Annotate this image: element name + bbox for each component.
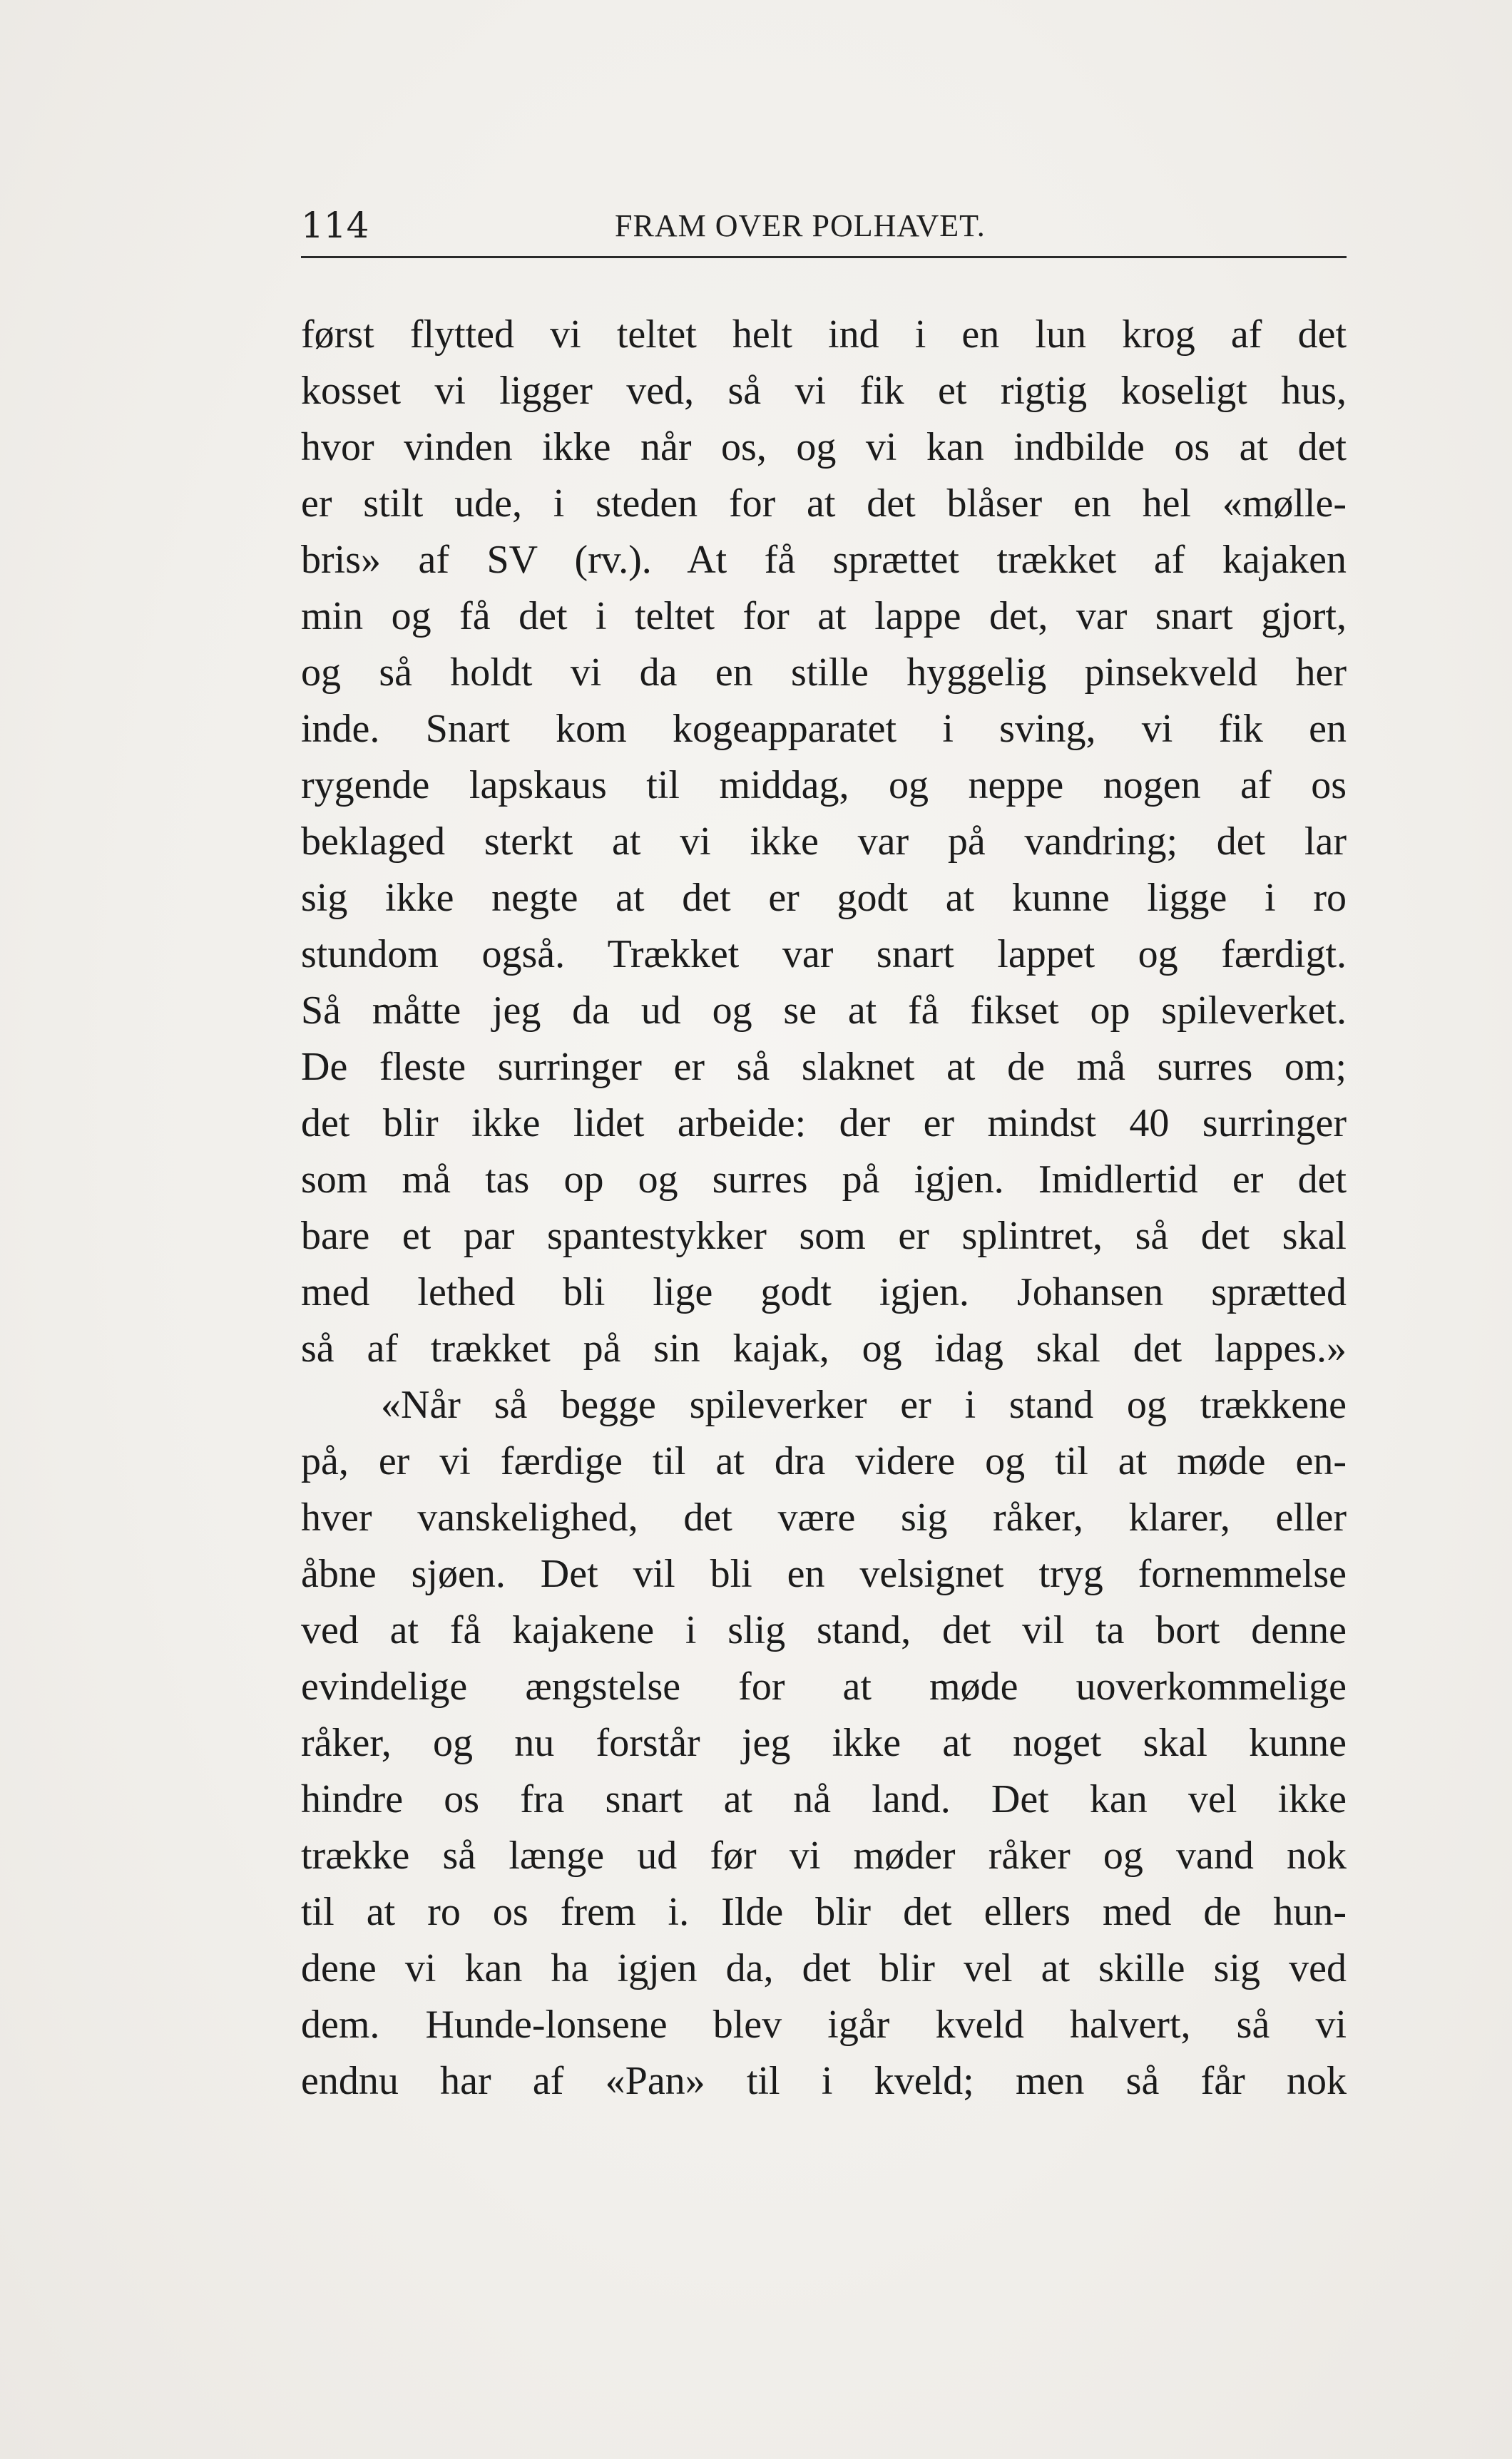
text-line: til at ro os frem i. Ilde blir det ellers med de hun- [301, 1890, 1347, 1934]
text-line: Så måtte jeg da ud og se at få fikset op spileverket. [301, 988, 1347, 1033]
text-line: er stilt ude, i steden for at det blåser en hel «mølle- [301, 481, 1347, 526]
running-head: FRAM OVER POLHAVET. [615, 208, 986, 243]
text-line: dem. Hunde-lonsene blev igår kveld halvert, så vi [301, 2003, 1347, 2047]
text-line: ved at få kajakene i slig stand, det vil ta bort denne [301, 1608, 1347, 1652]
text-line: som må tas op og surres på igjen. Imidlertid er det [301, 1157, 1347, 1202]
text-line: hvor vinden ikke når os, og vi kan indbilde os at det [301, 425, 1347, 469]
text-line: dene vi kan ha igjen da, det blir vel at skille sig ved [301, 1946, 1347, 1990]
text-line: min og få det i teltet for at lappe det, var snart gjort, [301, 594, 1347, 638]
page-number: 114 [301, 205, 369, 246]
text-line: hindre os fra snart at nå land. Det kan vel ikke [301, 1777, 1347, 1821]
text-line: det blir ikke lidet arbeide: der er mindst 40 surringer [301, 1101, 1347, 1145]
text-line: rygende lapskaus til middag, og neppe nogen af os [301, 763, 1347, 807]
text-line: endnu har af «Pan» til i kveld; men så får nok [301, 2059, 1347, 2103]
text-line: stundom også. Trækket var snart lappet og færdigt. [301, 932, 1347, 976]
text-line: så af trækket på sin kajak, og idag skal det lappes.» [301, 1326, 1347, 1371]
text-line: råker, og nu forstår jeg ikke at noget skal kunne [301, 1721, 1347, 1765]
text-line: De fleste surringer er så slaknet at de må surres om; [301, 1045, 1347, 1089]
text-line: hver vanskelighed, det være sig råker, klarer, eller [301, 1496, 1347, 1540]
page-header [301, 201, 1347, 258]
text-line: først flytted vi teltet helt ind i en lun krog af det [301, 312, 1347, 357]
text-line: åbne sjøen. Det vil bli en velsignet tryg fornemmelse [301, 1552, 1347, 1596]
text-line: bare et par spantestykker som er splintret, så det skal [301, 1214, 1347, 1258]
text-line: og så holdt vi da en stille hyggelig pinsekveld her [301, 650, 1347, 695]
text-line: på, er vi færdige til at dra videre og til at møde en- [301, 1439, 1347, 1483]
text-line: med lethed bli lige godt igjen. Johansen sprætted [301, 1270, 1347, 1314]
text-line: inde. Snart kom kogeapparatet i sving, vi fik en [301, 707, 1347, 751]
text-line: «Når så begge spileverker er i stand og trækkene [381, 1383, 1347, 1427]
text-line: kosset vi ligger ved, så vi fik et rigtig koseligt hus, [301, 369, 1347, 413]
text-line: beklaged sterkt at vi ikke var på vandring; det lar [301, 819, 1347, 864]
body-text [301, 307, 1347, 2110]
text-line: sig ikke negte at det er godt at kunne ligge i ro [301, 876, 1347, 920]
text-line: bris» af SV (rv.). At få sprættet trækket af kajaken [301, 538, 1347, 582]
text-line: evindelige ængstelse for at møde uoverkommelige [301, 1665, 1347, 1709]
text-line: trække så længe ud før vi møder råker og vand nok [301, 1834, 1347, 1878]
